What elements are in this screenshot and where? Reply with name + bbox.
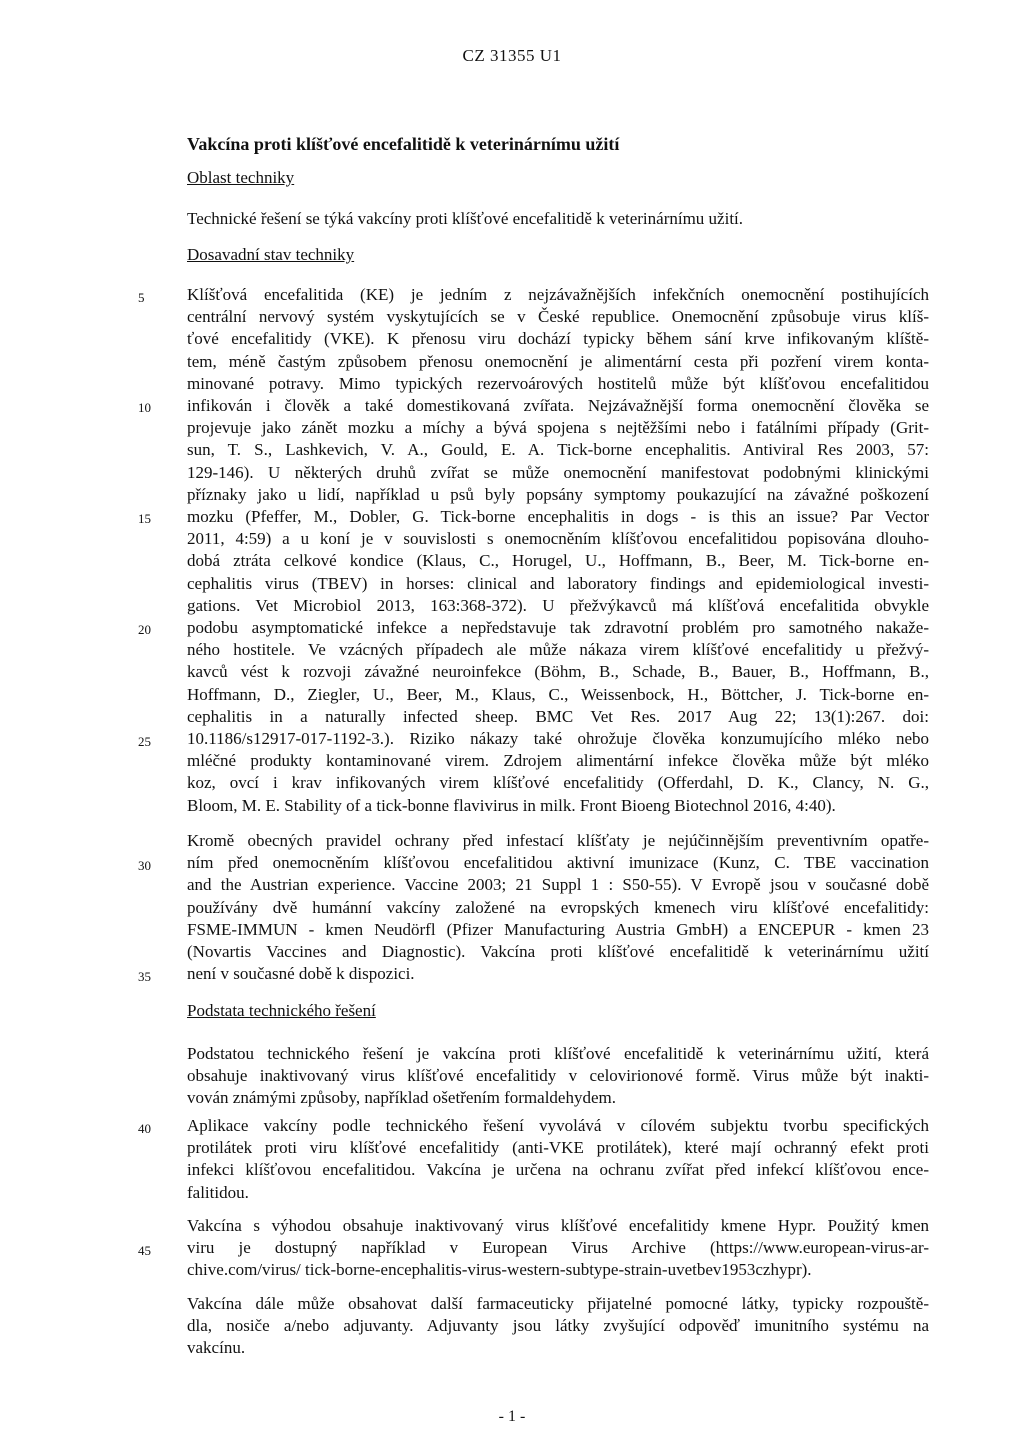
text-line: Podstatou technického řešení je vakcína proti klíšťové encefalitidě k veterinárnímu užití, která: [187, 1044, 929, 1063]
line-number: 35: [138, 969, 151, 984]
text-line: dobá ztráta celkové kondice (Klaus, C., Horugel, U., Hoffmann, B., Beer, M. Tick-borne en-: [187, 551, 929, 571]
text-line: koz, ovcí i krav infikovaných virem klíšťové encefalitidy (Offerdahl, D. K., Clancy, N. G.,: [187, 773, 929, 793]
line-number: 5: [138, 290, 145, 305]
page-number: - 1 -: [498, 1408, 526, 1425]
section-heading-podstata: Podstata technického řešení: [187, 1001, 376, 1020]
text-line: mozku (Pfeffer, M., Dobler, G. Tick-borne encephalitis in dogs - is this an issue? Par Vector: [187, 507, 929, 527]
text-line: viru je dostupný například v European Virus Archive (https://www.european-virus-ar-: [187, 1238, 929, 1258]
text-line: není v současné době k dispozici.: [187, 964, 415, 984]
line-number: 45: [138, 1243, 151, 1258]
text-line: projevuje jako zánět mozku a míchy a bývá spojena s nejtěžšími nebo i fatálními případy (Grit-: [187, 418, 929, 438]
line-number: 10: [138, 400, 151, 415]
paragraph-podstata-1: [187, 1043, 929, 1110]
line-number: 30: [138, 858, 151, 873]
text-line: Technické řešení se týká vakcíny proti klíšťové encefalitidě k veterinárnímu užití.: [187, 209, 744, 228]
text-line: Aplikace vakcíny podle technického řešení vyvolává v cílovém subjektu tvorbu specifických: [187, 1116, 929, 1135]
text-line: falitidou.: [187, 1182, 249, 1202]
line-number: 15: [138, 511, 151, 526]
text-line: 10.1186/s12917-017-1192-3.). Riziko nákazy také ohrožuje člověka konzumujícího mléko nebo: [187, 729, 929, 749]
text-line: mléčné produkty kontaminované virem. Zdrojem alimentární infekce člověka může být mléko: [187, 751, 929, 771]
section-heading-oblast: Oblast techniky: [187, 168, 295, 187]
paragraph-podstata-4: [187, 1293, 929, 1360]
text-line: tem, méně častým způsobem přenosu onemocnění je alimentární cesta při pozření virem konta-: [187, 351, 929, 371]
document-header: CZ 31355 U1: [462, 46, 562, 65]
text-line: 129-146). U některých druhů zvířat se může onemocnění manifestovat podobnými klinickými: [187, 462, 929, 482]
text-line: infekci klíšťovou encefalitidou. Vakcína je určena na ochranu zvířat před infekcí klíšťovou ence-: [187, 1160, 929, 1180]
text-line: obsahuje inaktivovaný virus klíšťové encefalitidy v celovirionové formě. Virus může být inakti-: [187, 1066, 929, 1086]
text-line: vován známými způsoby, například ošetřením formaldehydem.: [187, 1088, 616, 1108]
text-line: Hoffmann, D., Ziegler, U., Beer, M., Klaus, C., Weissenbock, H., Böttcher, J. Tick-borne en-: [187, 684, 929, 704]
text-line: Vakcína s výhodou obsahuje inaktivovaný virus klíšťové encefalitidy kmene Hypr. Použitý kmen: [187, 1216, 929, 1235]
text-line: Vakcína dále může obsahovat další farmaceuticky přijatelné pomocné látky, typicky rozpouště-: [187, 1294, 929, 1313]
line-number: 20: [138, 622, 151, 637]
text-line: dla, nosiče a/nebo adjuvanty. Adjuvanty jsou látky zvyšující odpověď imunitního systému na: [187, 1316, 929, 1336]
line-number: 40: [138, 1121, 151, 1136]
text-line: cephalitis virus (TBEV) in horses: clinical and laboratory findings and epidemiological investi-: [187, 573, 929, 593]
text-line: centrální nervový systém vyskytujících se v České republice. Onemocnění způsobuje virus klíš-: [187, 307, 929, 327]
text-line: FSME-IMMUN - kmen Neudörfl (Pfizer Manufacturing Austria GmbH) a ENCEPUR - kmen 23: [187, 919, 929, 939]
paragraph-podstata-3: [187, 1215, 929, 1282]
text-line: 2011, 4:59) a u koní je v souvislosti s onemocněním klíšťovou encefalitidou popisována dlouho-: [187, 529, 929, 549]
text-line: infikován i člověk a také domestikovaná zvířata. Nejzávažnější forma onemocnění člověka se: [187, 396, 929, 416]
paragraph-oblast: [187, 208, 929, 230]
text-line: and the Austrian experience. Vaccine 2003; 21 Suppl 1 : S50-55). V Evropě jsou v současné době: [187, 875, 929, 895]
document-title: Vakcína proti klíšťové encefalitidě k veterinárnímu užití: [187, 134, 620, 154]
text-line: cephalitis in a naturally infected sheep. BMC Vet Res. 2017 Aug 22; 13(1):267. doi:: [187, 706, 929, 726]
text-line: Kromě obecných pravidel ochrany před infestací klíšťaty je nejúčinnějším preventivním opatře-: [187, 831, 929, 850]
text-line: ného hostitele. Ve vzácných případech ale může nákaza virem klíšťové encefalitidy u přežvý-: [187, 640, 929, 660]
paragraph-podstata-2: [187, 1115, 929, 1204]
text-line: podobu asymptomatické infekce a nepředstavuje tak zdravotní problém pro samotného nakaže-: [187, 618, 929, 638]
text-line: vakcínu.: [187, 1338, 246, 1358]
paragraph-dosavadni-1: [187, 284, 929, 817]
text-line: ťové encefalitidy (VKE). K přenosu viru dochází typicky během sání krve infikovaným klíště-: [187, 329, 929, 349]
text-line: minované potravy. Mimo typických rezervoárových hostitelů může být klíšťovou encefalitidou: [187, 373, 929, 393]
text-line: chive.com/virus/ tick-borne-encephalitis-virus-western-subtype-strain-uvetbev1953czhypr).: [187, 1260, 812, 1280]
text-line: gations. Vet Microbiol 2013, 163:368-372). U přežvýkavců má klíšťová encefalitida obvykle: [187, 595, 929, 615]
section-heading-dosavadni: Dosavadní stav techniky: [187, 245, 355, 264]
paragraph-dosavadni-2: [187, 830, 929, 985]
text-line: ním před onemocněním klíšťovou encefalitidou aktivní imunizace (Kunz, C. TBE vaccination: [187, 853, 929, 873]
text-line: Bloom, M. E. Stability of a tick-bonne flavivirus in milk. Front Bioeng Biotechnol 2016, 4:40).: [187, 795, 836, 815]
text-line: používány dvě humánní vakcíny založené na evropských kmenech viru klíšťové encefalitidy:: [187, 897, 929, 917]
text-line: (Novartis Vaccines and Diagnostic). Vakcína proti klíšťové encefalitidě k veterinárnímu užití: [187, 942, 929, 962]
text-line: Klíšťová encefalitida (KE) je jedním z nejzávažnějších infekčních onemocnění postihujících: [187, 285, 929, 304]
text-line: protilátek proti viru klíšťové encefalitidy (anti-VKE protilátek), které mají ochranný efekt proti: [187, 1138, 929, 1158]
text-line: příznaky jako u lidí, například u psů byly popsány symptomy poukazující na závažné poškození: [187, 484, 929, 504]
text-line: kavců vést k rozvoji závažné neuroinfekce (Böhm, B., Schade, B., Bauer, B., Hoffmann, B.,: [187, 662, 929, 682]
line-number: 25: [138, 734, 151, 749]
text-line: sun, T. S., Lashkevich, V. A., Gould, E. A. Tick-borne encephalitis. Antiviral Res 2003, 57:: [187, 440, 929, 460]
